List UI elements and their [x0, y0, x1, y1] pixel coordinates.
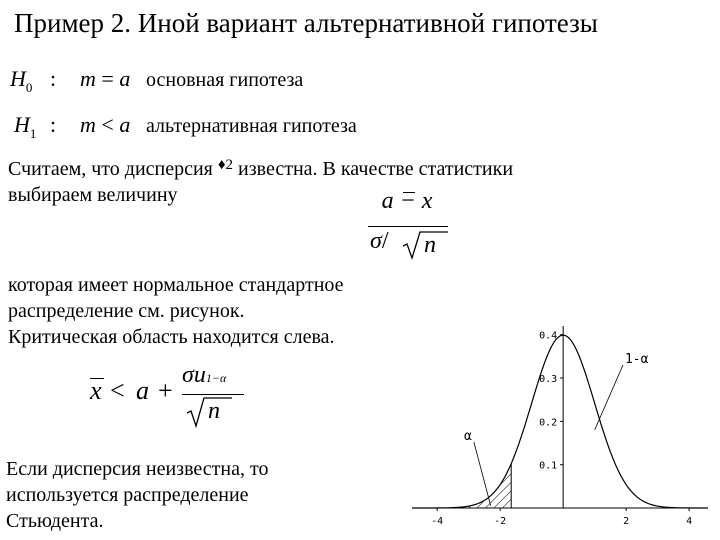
paragraph2-line3: Критическая область находится слева.	[8, 326, 335, 348]
h0-var: m	[80, 66, 96, 91]
critical-sigma-u: σu	[182, 362, 206, 388]
critical-xbar: x	[90, 376, 102, 405]
statistic-slash: /	[381, 228, 389, 254]
statistic-n: n	[424, 232, 436, 258]
h0-colon: :	[50, 66, 57, 91]
statistic-numerator: a − x	[381, 188, 433, 214]
y-tick-label: 0.2	[539, 417, 558, 429]
critical-xbar-line	[90, 378, 104, 379]
critical-lt: <	[110, 376, 125, 405]
h0-condition	[80, 66, 130, 92]
critical-numerator	[182, 362, 226, 389]
p1-text-b: известна. В качестве статистики	[238, 158, 514, 180]
h1-description: альтернативная гипотеза	[146, 115, 357, 137]
critical-plus: +	[158, 376, 173, 405]
statistic-sigma: σ	[370, 228, 382, 254]
p1-text-a: Считаем, что дисперсия	[8, 158, 213, 180]
paragraph3-line3: Стьюдента.	[6, 510, 104, 532]
h0-op: =	[101, 66, 114, 91]
h1-op: <	[101, 112, 114, 137]
h1-condition	[80, 112, 130, 138]
h1-subscript: 1	[29, 126, 37, 141]
paragraph1-line2: выбираем величину	[8, 184, 178, 206]
y-tick-label: 0.1	[539, 460, 558, 472]
density-curve	[412, 335, 708, 508]
one-minus-alpha-pointer-line	[595, 365, 623, 430]
h1-symbol	[14, 112, 37, 141]
critical-n: n	[208, 398, 220, 424]
x-tick-label: 2	[623, 516, 630, 527]
h1-letter: H	[14, 112, 30, 137]
h0-subscript: 0	[25, 80, 33, 95]
h1-colon: :	[50, 112, 57, 137]
paragraph2-line2: распределение см. рисунок.	[8, 300, 245, 322]
shaded-critical-region	[412, 464, 511, 508]
one-minus-alpha-label: 1-α	[624, 352, 649, 367]
statistic-xbar	[403, 192, 415, 193]
h0-letter: H	[10, 66, 26, 91]
x-tick-label: -4	[431, 516, 444, 527]
paragraph2-line1: которая имеет нормальное стандартное	[8, 274, 344, 296]
h0-val: a	[119, 66, 131, 91]
paragraph1-line1	[8, 156, 513, 184]
statistic-denominator	[370, 228, 389, 255]
sigma-squared: ♦2	[217, 157, 234, 173]
h1-var: m	[80, 112, 96, 137]
x-tick-label: 4	[686, 516, 693, 527]
alpha-label: α	[463, 429, 472, 444]
normal-distribution-chart	[410, 320, 710, 532]
statistic-fraction-bar	[368, 226, 448, 227]
h0-description: основная гипотеза	[146, 69, 304, 91]
alpha-pointer-line	[474, 442, 491, 506]
paragraph3-line1: Если дисперсия неизвестна, то	[6, 458, 269, 480]
critical-subscript: 1−α	[205, 371, 227, 385]
h0-symbol	[10, 66, 33, 95]
critical-fraction-bar	[182, 394, 244, 395]
slide-title: Пример 2. Иной вариант альтернативной гипотезы	[14, 8, 598, 38]
paragraph3-line2: используется распределение	[6, 484, 249, 506]
y-tick-label: 0.4	[539, 330, 558, 342]
x-tick-label: -2	[494, 516, 507, 527]
critical-a: a	[136, 376, 149, 405]
h1-val: a	[119, 112, 131, 137]
y-tick-label: 0.3	[539, 374, 558, 385]
